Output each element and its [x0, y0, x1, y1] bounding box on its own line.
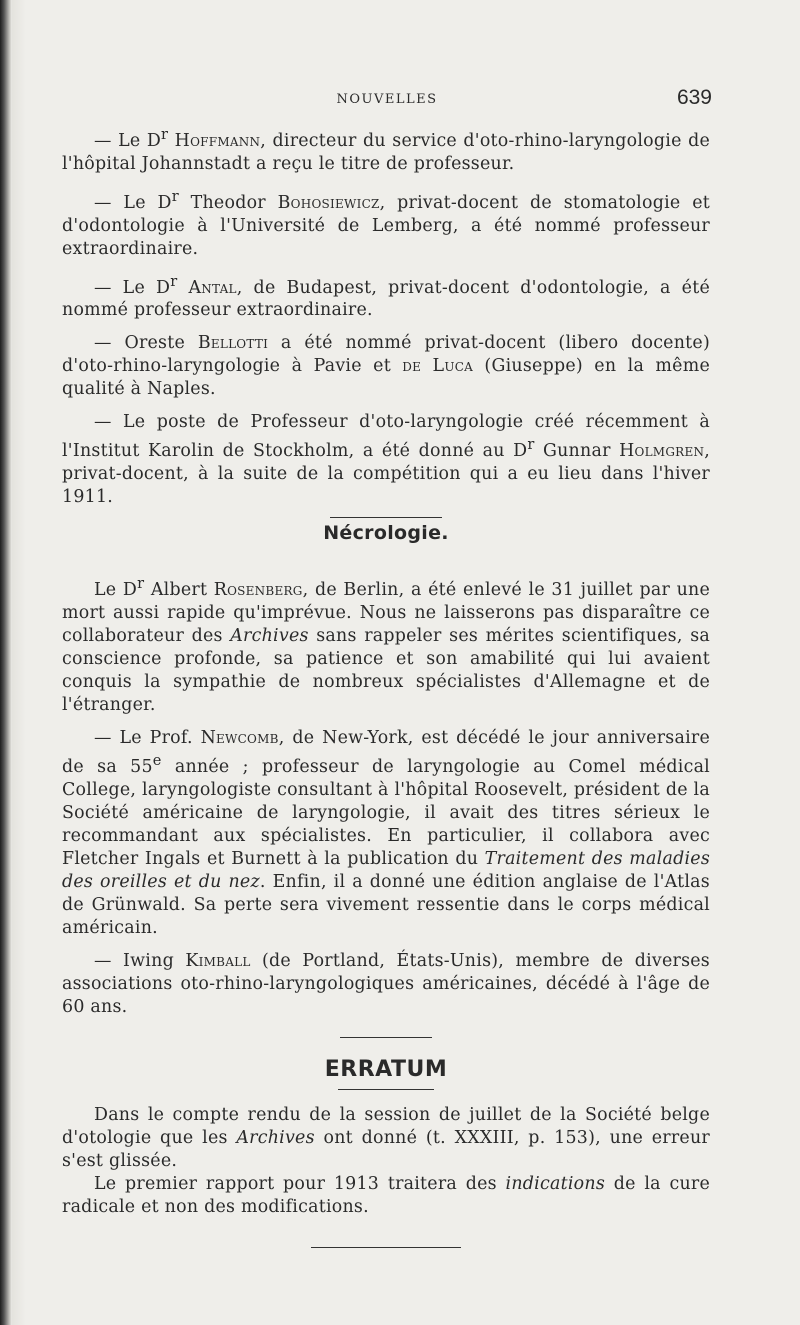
news-text: — Le D: [94, 192, 172, 213]
section-heading-erratum: ERRATUM: [324, 1056, 448, 1082]
person-name: Antal: [188, 277, 237, 298]
person-name: Rosenberg: [213, 579, 303, 600]
erratum-text: ont donné (t. XXXIII, p. 153), une erreur s'est glissée.: [62, 1127, 710, 1171]
page-number: 639: [676, 86, 712, 109]
news-text: Theodor: [178, 192, 278, 213]
news-text: — Le poste de Professeur d'oto-laryngologie créé récemment à l'Institut Karolin de Stockholm, a été donné au D: [62, 412, 710, 462]
erratum-text: Dans le compte rendu de la session de juillet de la Société belge d'otologie que les: [62, 1104, 710, 1148]
necrology-text: — Le Prof.: [94, 727, 201, 748]
necrology-text: . Enfin, il a donné une édition anglaise de l'Atlas de Grünwald. Sa perte sera vivement ressentie dans le corps médical américain.: [62, 871, 710, 938]
erratum-text: de la cure radicale et non des modifications.: [62, 1173, 710, 1217]
necrology-text: , de New-York, est décédé le jour anniversaire de sa 55: [62, 727, 710, 777]
news-text: — Le D: [94, 130, 162, 151]
emphasis-text: indications: [505, 1173, 605, 1194]
news-text: , de Budapest, privat-docent d'odontologie, a été nommé professeur extraordinaire.: [62, 277, 710, 321]
necrology-text: Le D: [94, 579, 138, 600]
journal-title: Archives: [236, 1127, 315, 1148]
necrology-text: année ; professeur de laryngologie au Comel médical College, laryngologiste consultant à l'hôpital Roosevelt, président de la Société américaine de laryngologie, il avait des titres sérieux le recommandant aux spécialistes. En particulier, il collabora avec Fletcher Ingals et Burnett à la publication du: [62, 756, 710, 869]
end-divider: [311, 1247, 461, 1248]
news-text: , directeur du service d'oto-rhino-laryngologie de l'hôpital Johannstadt a reçu le titre de professeur.: [62, 130, 710, 174]
person-name: Bellotti: [197, 333, 269, 354]
news-text: [177, 277, 188, 297]
person-name: Hoffmann: [174, 130, 261, 151]
news-text: a été nommé privat-docent (libero docente) d'oto-rhino-laryngologie à Pavie et: [62, 333, 710, 377]
section-heading-necrologie: Nécrologie.: [323, 522, 449, 545]
necrology-text: Albert: [144, 579, 214, 600]
news-text: , privat-docent de stomatologie et d'odontologie à l'Université de Lemberg, a été nommé professeur extraordinaire.: [62, 192, 710, 259]
page-body: [62, 124, 710, 1248]
news-item-antal: [62, 271, 710, 323]
person-name: Kimball: [185, 950, 251, 971]
necrology-rosenberg: [62, 573, 710, 717]
necrology-newcomb: [62, 727, 710, 940]
necrology-text: sans rappeler ses mérites scientifiques, sa conscience profonde, sa patience et son amabilité qui lui avaient conquis la sympathie de nombreux spécialistes d'Allemagne et de l'étranger.: [62, 625, 710, 715]
news-item-holmgren: [62, 411, 710, 509]
person-name: Bohosiewicz: [277, 192, 380, 213]
news-text: — Le D: [94, 277, 171, 298]
superscript: r: [170, 273, 178, 290]
erratum-paragraph-2: [62, 1173, 710, 1219]
superscript: e: [152, 752, 162, 769]
news-item-bellotti: [62, 332, 710, 401]
news-text: — Oreste: [94, 333, 198, 354]
erratum-paragraph-1: [62, 1104, 710, 1173]
superscript: r: [161, 127, 169, 143]
erratum-text: Le premier rapport pour 1913 traitera des: [94, 1173, 506, 1194]
necrology-text: — Iwing: [94, 950, 186, 971]
news-text: Gunnar: [534, 441, 620, 462]
necrology-text: (de Portland, États-Unis), membre de diverses associations oto-rhino-laryngologiques américaines, décédé à l'âge de 60 ans.: [62, 950, 710, 1017]
news-text: , privat-docent, à la suite de la compétition qui a eu lieu dans l'hiver 1911.: [62, 441, 710, 508]
page-header: [62, 86, 712, 116]
necrology-text: , de Berlin, a été enlevé le 31 juillet par une mort aussi rapide qu'imprévue. Nous ne laisserons pas disparaître ce collaborateur des: [62, 579, 711, 646]
superscript: r: [137, 576, 145, 593]
news-text: (Giuseppe) en la même qualité à Naples.: [62, 356, 710, 400]
superscript: r: [171, 188, 179, 205]
superscript: r: [527, 437, 535, 454]
section-divider: [330, 517, 442, 518]
person-name: Newcomb: [200, 727, 279, 748]
running-title: NOUVELLES: [336, 92, 438, 107]
heading-underline: [338, 1089, 434, 1090]
person-name: de Luca: [402, 356, 474, 377]
page-binding-shadow: [12, 0, 26, 1325]
page-binding-edge: [0, 0, 12, 1325]
news-item-bohosiewicz: [62, 186, 710, 261]
journal-title: Archives: [230, 625, 309, 646]
section-divider: [340, 1037, 432, 1038]
necrology-kimball: [62, 950, 710, 1019]
book-title: Traitement des maladies des oreilles et du nez: [62, 848, 710, 892]
person-name: Holmgren: [619, 441, 705, 462]
news-item-hoffmann: [62, 124, 710, 176]
